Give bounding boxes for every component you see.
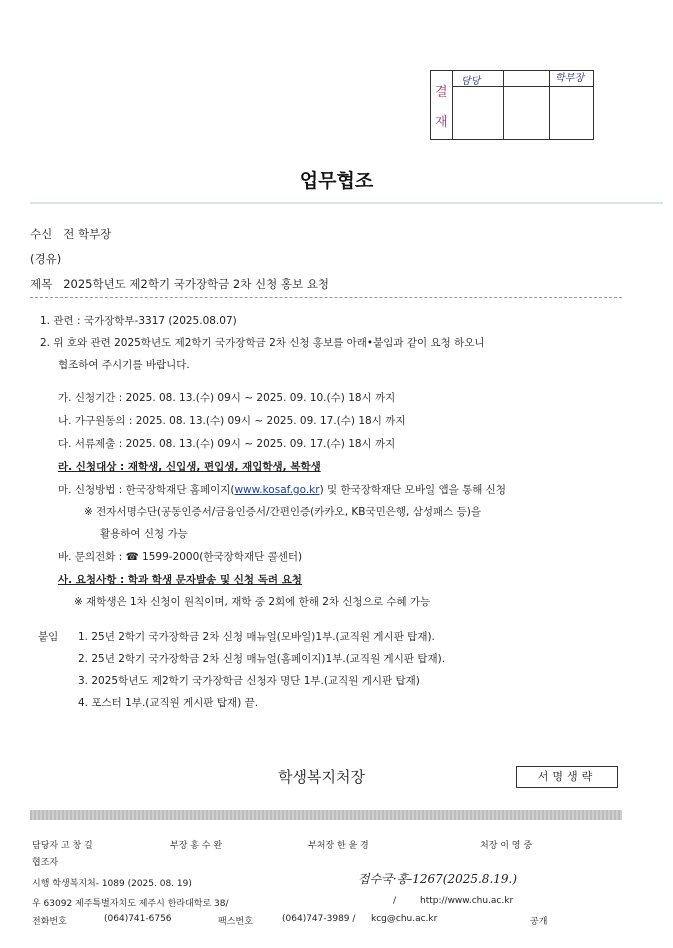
body-item-ra: 라. 신청대상 : 재학생, 신입생, 편입생, 재입학생, 복학생: [58, 461, 321, 473]
body-item-ga: 가. 신청기간 : 2025. 08. 13.(수) 09시 ~ 2025. 09. 10.(수) 18시 까지: [58, 392, 396, 404]
approval-label-2: 재: [435, 115, 448, 130]
footer-public-status: 공개: [530, 917, 548, 927]
approval-label-column: [431, 71, 453, 139]
footer-cooperator: 협조자: [32, 858, 59, 868]
ma-note-line-1: ※ 전자서명수단(공동인증서/금융인증서/간편인증(카카오, KB국민은행, 삼성패스 등)을: [84, 506, 481, 518]
body-item-ba: [58, 549, 302, 564]
footer-homepage-separator: /: [393, 896, 397, 906]
via-line: (경유): [30, 252, 62, 266]
sa-note: ※ 재학생은 1차 신청이 원칙이며, 재학 중 2회에 한해 2차 신청으로 수혜 가능: [74, 596, 431, 608]
footer-separator: [30, 810, 622, 820]
title-divider: [30, 202, 663, 204]
approval-divider: [549, 71, 550, 139]
ma-note-line-2: 활용하여 신청 가능: [100, 528, 188, 540]
attachment-item: 2. 25년 2학기 국가장학금 2차 신청 매뉴얼(홈페이지)1부.(교직원 게시판 탑재).: [78, 653, 446, 665]
attachment-item: 4. 포스터 1부.(교직원 게시판 탑재) 끝.: [78, 697, 259, 709]
footer-manager: 담당자 고 창 길: [32, 841, 93, 851]
footer-phone: (064)741-6756: [104, 914, 172, 924]
body-item-ma: [58, 482, 506, 497]
footer-phone-label: 전화번호: [32, 917, 67, 927]
subject-line: [30, 276, 329, 292]
footer-fax-label: 팩스번호: [218, 917, 253, 927]
document-title: 업무협조: [299, 170, 374, 192]
footer-receipt-handwriting: 접수국·홍-1267(2025.8.19.): [358, 872, 518, 886]
recipient-value: 전 학부장: [63, 227, 112, 241]
kosaf-link[interactable]: www.kosaf.go.kr: [234, 484, 320, 496]
body-item-2-line-1: 2. 위 호와 관련 2025학년도 제2학기 국가장학금 2차 신청 홍보를 아래•붙임과 같이 요청 하오니: [40, 337, 485, 349]
attachment-item: 3. 2025학년도 제2학기 국가장학금 신청자 명단 1부.(교직원 게시판 탑재): [78, 675, 420, 687]
footer-homepage-link[interactable]: http://www.chu.ac.kr: [420, 896, 514, 906]
sender-title: 학생복지처장: [278, 768, 365, 786]
footer-deputy: 부처장 한 윤 경: [308, 841, 369, 851]
approval-label-1: 결: [435, 85, 448, 100]
footer-address: 우 63092 제주특별자치도 제주시 한라대학로 38/: [32, 899, 229, 909]
ma-prefix: 마. 신청방법 : 한국장학재단 홈페이지(: [58, 484, 235, 496]
ma-suffix: ) 및 한국장학재단 모바일 앱을 통해 신청: [319, 484, 506, 496]
footer-fax: (064)747-3989 /: [282, 914, 356, 924]
subject-label: 제목: [30, 277, 53, 291]
attachment-item: 1. 25년 2학기 국가장학금 2차 신청 매뉴얼(모바일)1부.(교직원 게시판 탑재).: [78, 631, 435, 643]
body-item-2-line-2: 협조하여 주시기를 바랍니다.: [58, 359, 190, 371]
approval-handwriting-head: 학부장: [555, 73, 584, 84]
body-item-1: 1. 관련 : 국가장학부-3317 (2025.08.07): [40, 315, 237, 327]
approval-handwriting-manager: 담당: [461, 76, 481, 87]
footer-doc-number: 시행 학생복지처- 1089 (2025. 08. 19): [32, 879, 192, 889]
ba-prefix: 바. 문의전화 :: [58, 551, 126, 563]
recipient-label: 수신: [30, 227, 53, 241]
subject-value: 2025학년도 제2학기 국가장학금 2차 신청 홍보 요청: [63, 277, 329, 291]
signature-omitted-box: 서명생략: [516, 766, 618, 788]
recipient-line: [30, 226, 111, 242]
subject-divider: [30, 297, 622, 298]
body-item-da: 다. 서류제출 : 2025. 08. 13.(수) 09시 ~ 2025. 09. 17.(수) 18시 까지: [58, 438, 396, 450]
attachments-label: 붙임: [38, 631, 59, 643]
ba-suffix: 1599-2000(한국장학재단 콜센터): [138, 551, 303, 563]
phone-icon: ☎: [125, 551, 139, 563]
footer-email[interactable]: kcg@chu.ac.kr: [371, 914, 438, 924]
footer-dept-head: 부장 홍 수 완: [170, 841, 223, 851]
footer-director: 처장 이 영 중: [480, 841, 533, 851]
body-item-sa: 사. 요청사항 : 학과 학생 문자발송 및 신청 독려 요청: [58, 574, 302, 586]
approval-divider: [503, 71, 504, 139]
approval-stamp-box: [430, 70, 594, 140]
body-item-na: 나. 가구원동의 : 2025. 08. 13.(수) 09시 ~ 2025. 09. 17.(수) 18시 까지: [58, 415, 406, 427]
